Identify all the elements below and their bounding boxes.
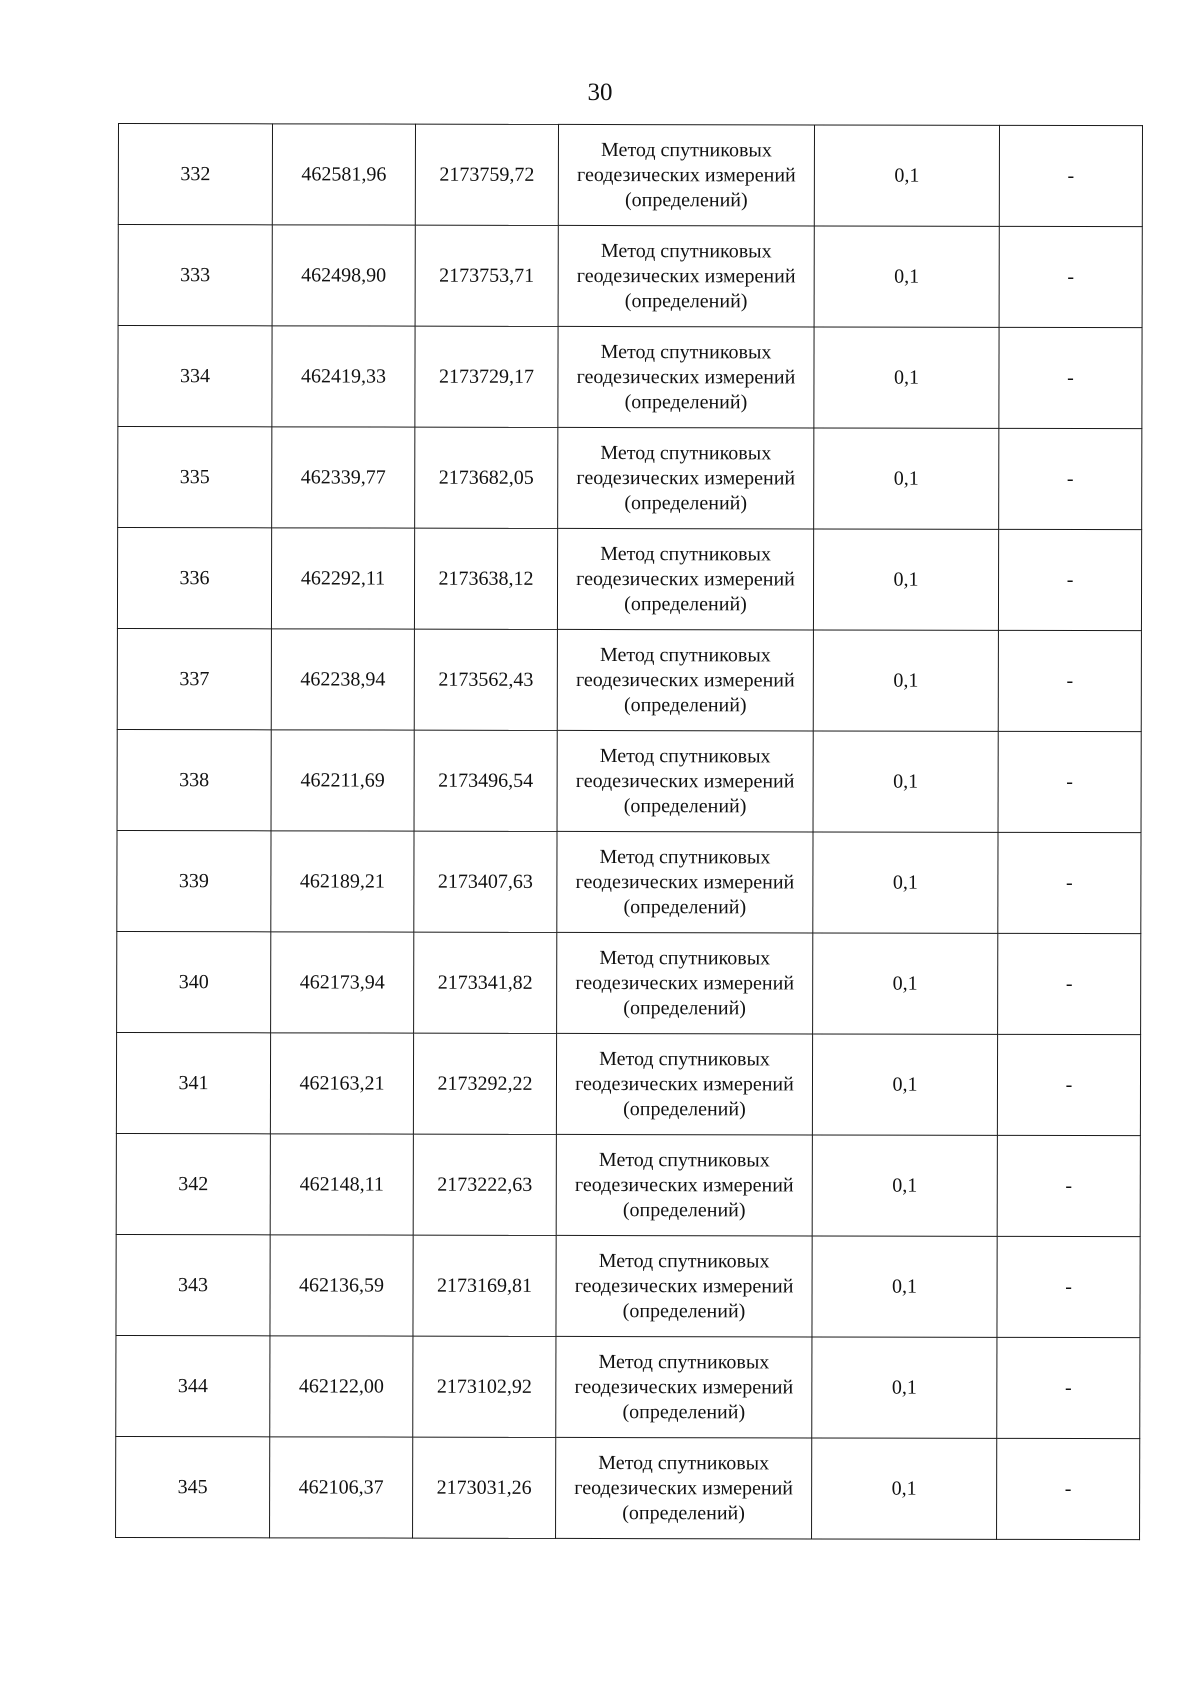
note-cell: -	[997, 1337, 1140, 1438]
method-text-line: геодезических измерений	[575, 769, 795, 792]
method-text-line: геодезических измерений	[575, 1072, 794, 1095]
table-row	[116, 1032, 1140, 1135]
page-number: 30	[587, 79, 613, 106]
method-text-line: геодезических измерений	[574, 1173, 794, 1196]
coordinate-y-cell: 2173729,17	[415, 326, 558, 427]
method-cell	[558, 124, 814, 226]
method-text-line: Метод спутниковых	[599, 946, 771, 969]
coordinate-y-cell: 2173222,63	[413, 1134, 556, 1235]
point-number-cell: 334	[118, 326, 272, 427]
method-text-line: геодезических измерений	[577, 163, 796, 186]
point-number-cell: 335	[118, 427, 272, 528]
note-cell: -	[997, 1236, 1140, 1337]
coordinate-y-cell: 2173759,72	[415, 124, 558, 225]
table-row	[116, 1133, 1140, 1236]
table-row	[117, 628, 1141, 731]
point-number-cell: 338	[117, 729, 271, 830]
method-text-line: (определений)	[623, 794, 747, 817]
method-text-line: (определений)	[622, 1299, 746, 1322]
accuracy-cell: 0,1	[812, 1337, 997, 1438]
accuracy-cell: 0,1	[814, 327, 999, 428]
accuracy-cell: 0,1	[813, 731, 998, 832]
table-row	[118, 225, 1142, 328]
point-number-cell: 333	[118, 225, 272, 326]
note-cell: -	[999, 428, 1142, 529]
method-text-line: (определений)	[622, 1198, 746, 1221]
point-number-cell: 342	[116, 1133, 270, 1234]
table-row	[117, 830, 1141, 933]
coordinate-y-cell: 2173292,22	[413, 1033, 556, 1134]
method-cell	[557, 528, 813, 630]
point-number-cell: 344	[116, 1335, 270, 1436]
method-cell	[556, 1134, 812, 1236]
method-text-line: (определений)	[623, 693, 747, 716]
table-row	[117, 528, 1141, 631]
coordinate-y-cell: 2173102,92	[413, 1336, 556, 1437]
method-text-line: (определений)	[624, 390, 748, 413]
method-text-line: Метод спутниковых	[600, 441, 772, 464]
method-text-line: Метод спутниковых	[600, 239, 772, 262]
coordinate-x-cell: 462238,94	[271, 629, 414, 730]
coordinate-y-cell: 2173496,54	[414, 730, 557, 831]
note-cell: -	[999, 327, 1142, 428]
note-cell: -	[998, 933, 1141, 1034]
coordinate-x-cell: 462189,21	[271, 831, 414, 932]
coordinate-x-cell: 462173,94	[271, 932, 414, 1033]
point-number-cell: 336	[117, 528, 271, 629]
method-text-line: геодезических измерений	[576, 365, 796, 388]
point-number-cell: 332	[118, 124, 272, 225]
method-text-line: (определений)	[622, 1400, 746, 1423]
method-cell	[556, 1336, 812, 1438]
method-text-line: (определений)	[624, 592, 747, 615]
point-number-cell: 337	[117, 628, 271, 729]
method-text-line: геодезических измерений	[574, 1274, 794, 1297]
method-text-line: геодезических измерений	[575, 668, 795, 691]
table-row	[118, 326, 1142, 429]
coordinate-x-cell: 462106,37	[270, 1437, 413, 1538]
accuracy-cell: 0,1	[814, 428, 999, 529]
method-text-line: Метод спутниковых	[598, 1451, 770, 1474]
coordinate-y-cell: 2173682,05	[415, 427, 558, 528]
method-text-line: геодезических измерений	[576, 466, 796, 489]
method-text-line: геодезических измерений	[575, 971, 795, 994]
method-cell	[556, 1437, 812, 1539]
coordinate-x-cell: 462136,59	[270, 1235, 413, 1336]
table-row	[117, 931, 1141, 1034]
coordinate-y-cell: 2173169,81	[413, 1235, 556, 1336]
coordinate-y-cell: 2173407,63	[414, 831, 557, 932]
method-text-line: (определений)	[624, 289, 748, 312]
method-cell	[558, 225, 814, 327]
point-number-cell: 345	[116, 1436, 270, 1537]
method-text-line: Метод спутниковых	[600, 542, 772, 565]
method-cell	[557, 730, 813, 832]
method-text-line: (определений)	[622, 1501, 745, 1524]
method-text-line: геодезических измерений	[574, 1476, 794, 1499]
accuracy-cell: 0,1	[813, 933, 998, 1034]
table-row	[118, 427, 1142, 530]
method-text-line: Метод спутниковых	[598, 1350, 770, 1373]
method-text-line: Метод спутниковых	[598, 1249, 770, 1272]
table-row	[118, 124, 1142, 227]
method-cell	[557, 932, 813, 1034]
point-number-cell: 339	[117, 830, 271, 931]
coordinate-x-cell: 462419,33	[272, 326, 415, 427]
method-text-line: Метод спутниковых	[599, 744, 771, 767]
coordinate-y-cell: 2173031,26	[413, 1437, 556, 1538]
method-text-line: геодезических измерений	[576, 567, 795, 590]
method-text-line: Метод спутниковых	[600, 340, 772, 363]
accuracy-cell: 0,1	[812, 1236, 997, 1337]
note-cell: -	[999, 125, 1142, 226]
point-number-cell: 343	[116, 1234, 270, 1335]
method-text-line: геодезических измерений	[574, 1375, 794, 1398]
accuracy-cell: 0,1	[813, 630, 998, 731]
method-text-line: Метод спутниковых	[599, 845, 771, 868]
point-number-cell: 341	[116, 1032, 270, 1133]
note-cell: -	[998, 832, 1141, 933]
coordinates-table	[115, 123, 1143, 1540]
accuracy-cell: 0,1	[814, 226, 999, 327]
coordinate-y-cell: 2173638,12	[414, 528, 557, 629]
method-text-line: геодезических измерений	[575, 870, 795, 893]
method-text-line: (определений)	[623, 996, 746, 1019]
coordinates-table-body	[116, 124, 1143, 1540]
coordinate-x-cell: 462211,69	[271, 730, 414, 831]
method-cell	[556, 1033, 812, 1135]
method-cell	[558, 427, 814, 529]
note-cell: -	[997, 1438, 1140, 1539]
method-text-line: (определений)	[624, 491, 748, 514]
accuracy-cell: 0,1	[812, 1135, 997, 1236]
coordinate-y-cell: 2173753,71	[415, 225, 558, 326]
method-cell	[557, 629, 813, 731]
method-text-line: (определений)	[623, 895, 747, 918]
coordinate-x-cell: 462339,77	[272, 427, 415, 528]
method-text-line: геодезических измерений	[576, 264, 796, 287]
coordinate-x-cell: 462148,11	[270, 1134, 413, 1235]
method-text-line: (определений)	[624, 188, 748, 211]
table-row	[116, 1234, 1140, 1337]
coordinate-y-cell: 2173341,82	[414, 932, 557, 1033]
method-text-line: Метод спутниковых	[599, 643, 771, 666]
method-text-line: (определений)	[623, 1097, 746, 1120]
method-text-line: Метод спутниковых	[599, 1047, 770, 1070]
method-cell	[558, 326, 814, 428]
accuracy-cell: 0,1	[813, 529, 998, 630]
table-row	[116, 1335, 1140, 1438]
note-cell: -	[999, 226, 1142, 327]
table-row	[117, 729, 1141, 832]
coordinate-x-cell: 462581,96	[272, 124, 415, 225]
coordinate-x-cell: 462163,21	[270, 1033, 413, 1134]
note-cell: -	[998, 529, 1141, 630]
method-cell	[556, 1235, 812, 1337]
coordinate-x-cell: 462122,00	[270, 1336, 413, 1437]
note-cell: -	[998, 731, 1141, 832]
note-cell: -	[997, 1034, 1140, 1135]
method-cell	[557, 831, 813, 933]
coordinate-x-cell: 462498,90	[272, 225, 415, 326]
note-cell: -	[997, 1135, 1140, 1236]
table-row	[116, 1436, 1140, 1539]
note-cell: -	[998, 630, 1141, 731]
method-text-line: Метод спутниковых	[598, 1148, 770, 1171]
accuracy-cell: 0,1	[812, 1438, 997, 1539]
accuracy-cell: 0,1	[814, 125, 999, 226]
accuracy-cell: 0,1	[812, 1034, 997, 1135]
point-number-cell: 340	[117, 931, 271, 1032]
accuracy-cell: 0,1	[813, 832, 998, 933]
method-text-line: Метод спутниковых	[601, 138, 772, 161]
coordinate-y-cell: 2173562,43	[414, 629, 557, 730]
coordinate-x-cell: 462292,11	[271, 528, 414, 629]
